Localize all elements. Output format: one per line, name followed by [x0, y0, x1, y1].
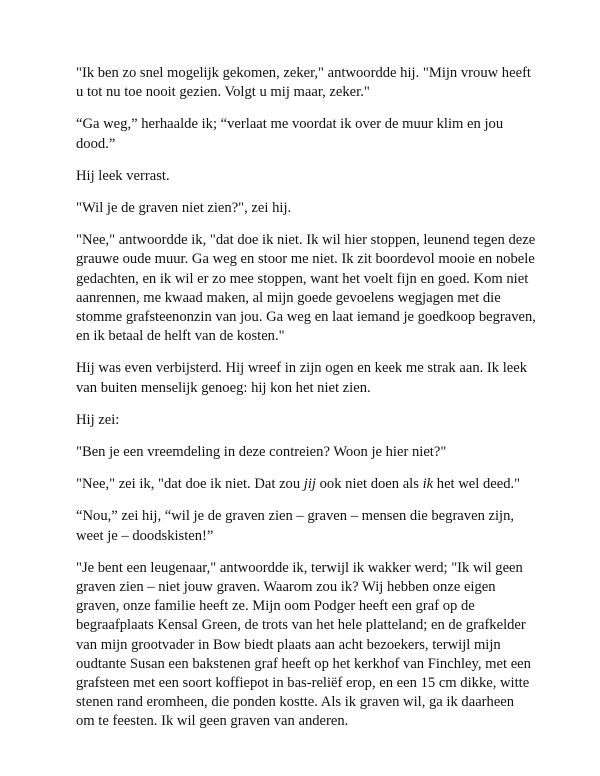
paragraph-10	[76, 507, 536, 545]
paragraph-text: "Wil je de graven niet zien?", zei hij.	[76, 200, 292, 217]
paragraph-3	[76, 167, 536, 186]
paragraph-text: ook niet doen als	[315, 476, 423, 493]
paragraph-9	[76, 475, 536, 494]
paragraph-11	[76, 559, 536, 732]
paragraph-5	[76, 231, 536, 346]
paragraph-text: Hij was even verbijsterd. Hij wreef in zijn ogen en keek me strak aan. Ik leek van buiten menselijk genoeg: hij kon het niet zien.	[76, 360, 528, 396]
paragraph-text: “Nou,” zei hij, “wil je de graven zien – graven – mensen die begraven zijn, weet je – doodskisten!”	[76, 508, 515, 544]
emphasis-ik: ik	[422, 476, 434, 493]
document-page	[76, 64, 536, 745]
paragraph-text: "Ben je een vreemdeling in deze contreien? Woon je hier niet?"	[76, 444, 447, 461]
paragraph-8	[76, 443, 536, 462]
paragraph-text: het wel deed."	[433, 476, 521, 493]
paragraph-text: "Nee," antwoordde ik, "dat doe ik niet. Ik wil hier stoppen, leunend tegen deze grauwe oude muur. Ga weg en stoor me niet. Ik zit boordevol mooie en nobele gedachten, en ik wil er zo mee stoppen, want het voelt fijn en goed. Kom niet aanrennen, me kwaad maken, al mijn goede gevoelens wegjagen met die stomme grafsteenonzin van jou. Ga weg en laat iemand je goedkoop begraven, en ik betaal de helft van de kosten."	[76, 232, 536, 345]
paragraph-text: Hij zei:	[76, 411, 120, 428]
paragraph-text: “Ga weg,” herhaalde ik; “verlaat me voordat ik over de muur klim en jou dood.”	[76, 116, 504, 152]
paragraph-4	[76, 199, 536, 218]
paragraph-text: Hij leek verrast.	[76, 167, 170, 184]
paragraph-1	[76, 64, 536, 102]
paragraph-text: "Nee," zei ik, "dat doe ik niet. Dat zou	[76, 476, 304, 493]
paragraph-7	[76, 411, 536, 430]
emphasis-jij: jij	[303, 476, 316, 493]
paragraph-text: "Ik ben zo snel mogelijk gekomen, zeker," antwoordde hij. "Mijn vrouw heeft u tot nu toe nooit gezien. Volgt u mij maar, zeker."	[76, 65, 531, 101]
paragraph-text: "Je bent een leugenaar," antwoordde ik, terwijl ik wakker werd; "Ik wil geen graven zien – niet jouw graven. Waarom zou ik? Wij hebben onze eigen graven, onze familie heeft ze. Mijn oom Podger heeft een graf op de begraafplaats Kensal Green, de trots van het hele platteland; en de grafkelder van mijn grootvader in Bow biedt plaats aan acht bezoekers, terwijl mijn oudtante Susan een bakstenen graf heeft op het kerkhof van Finchley, met een grafsteen met een soort koffiepot in bas-reliëf erop, en een 15 cm dikke, witte stenen rand eromheen, die ponden kostte. Als ik graven wil, ga ik daarheen om te feesten. Ik wil geen graven van anderen.	[76, 559, 531, 730]
paragraph-6	[76, 359, 536, 397]
paragraph-2	[76, 115, 536, 153]
